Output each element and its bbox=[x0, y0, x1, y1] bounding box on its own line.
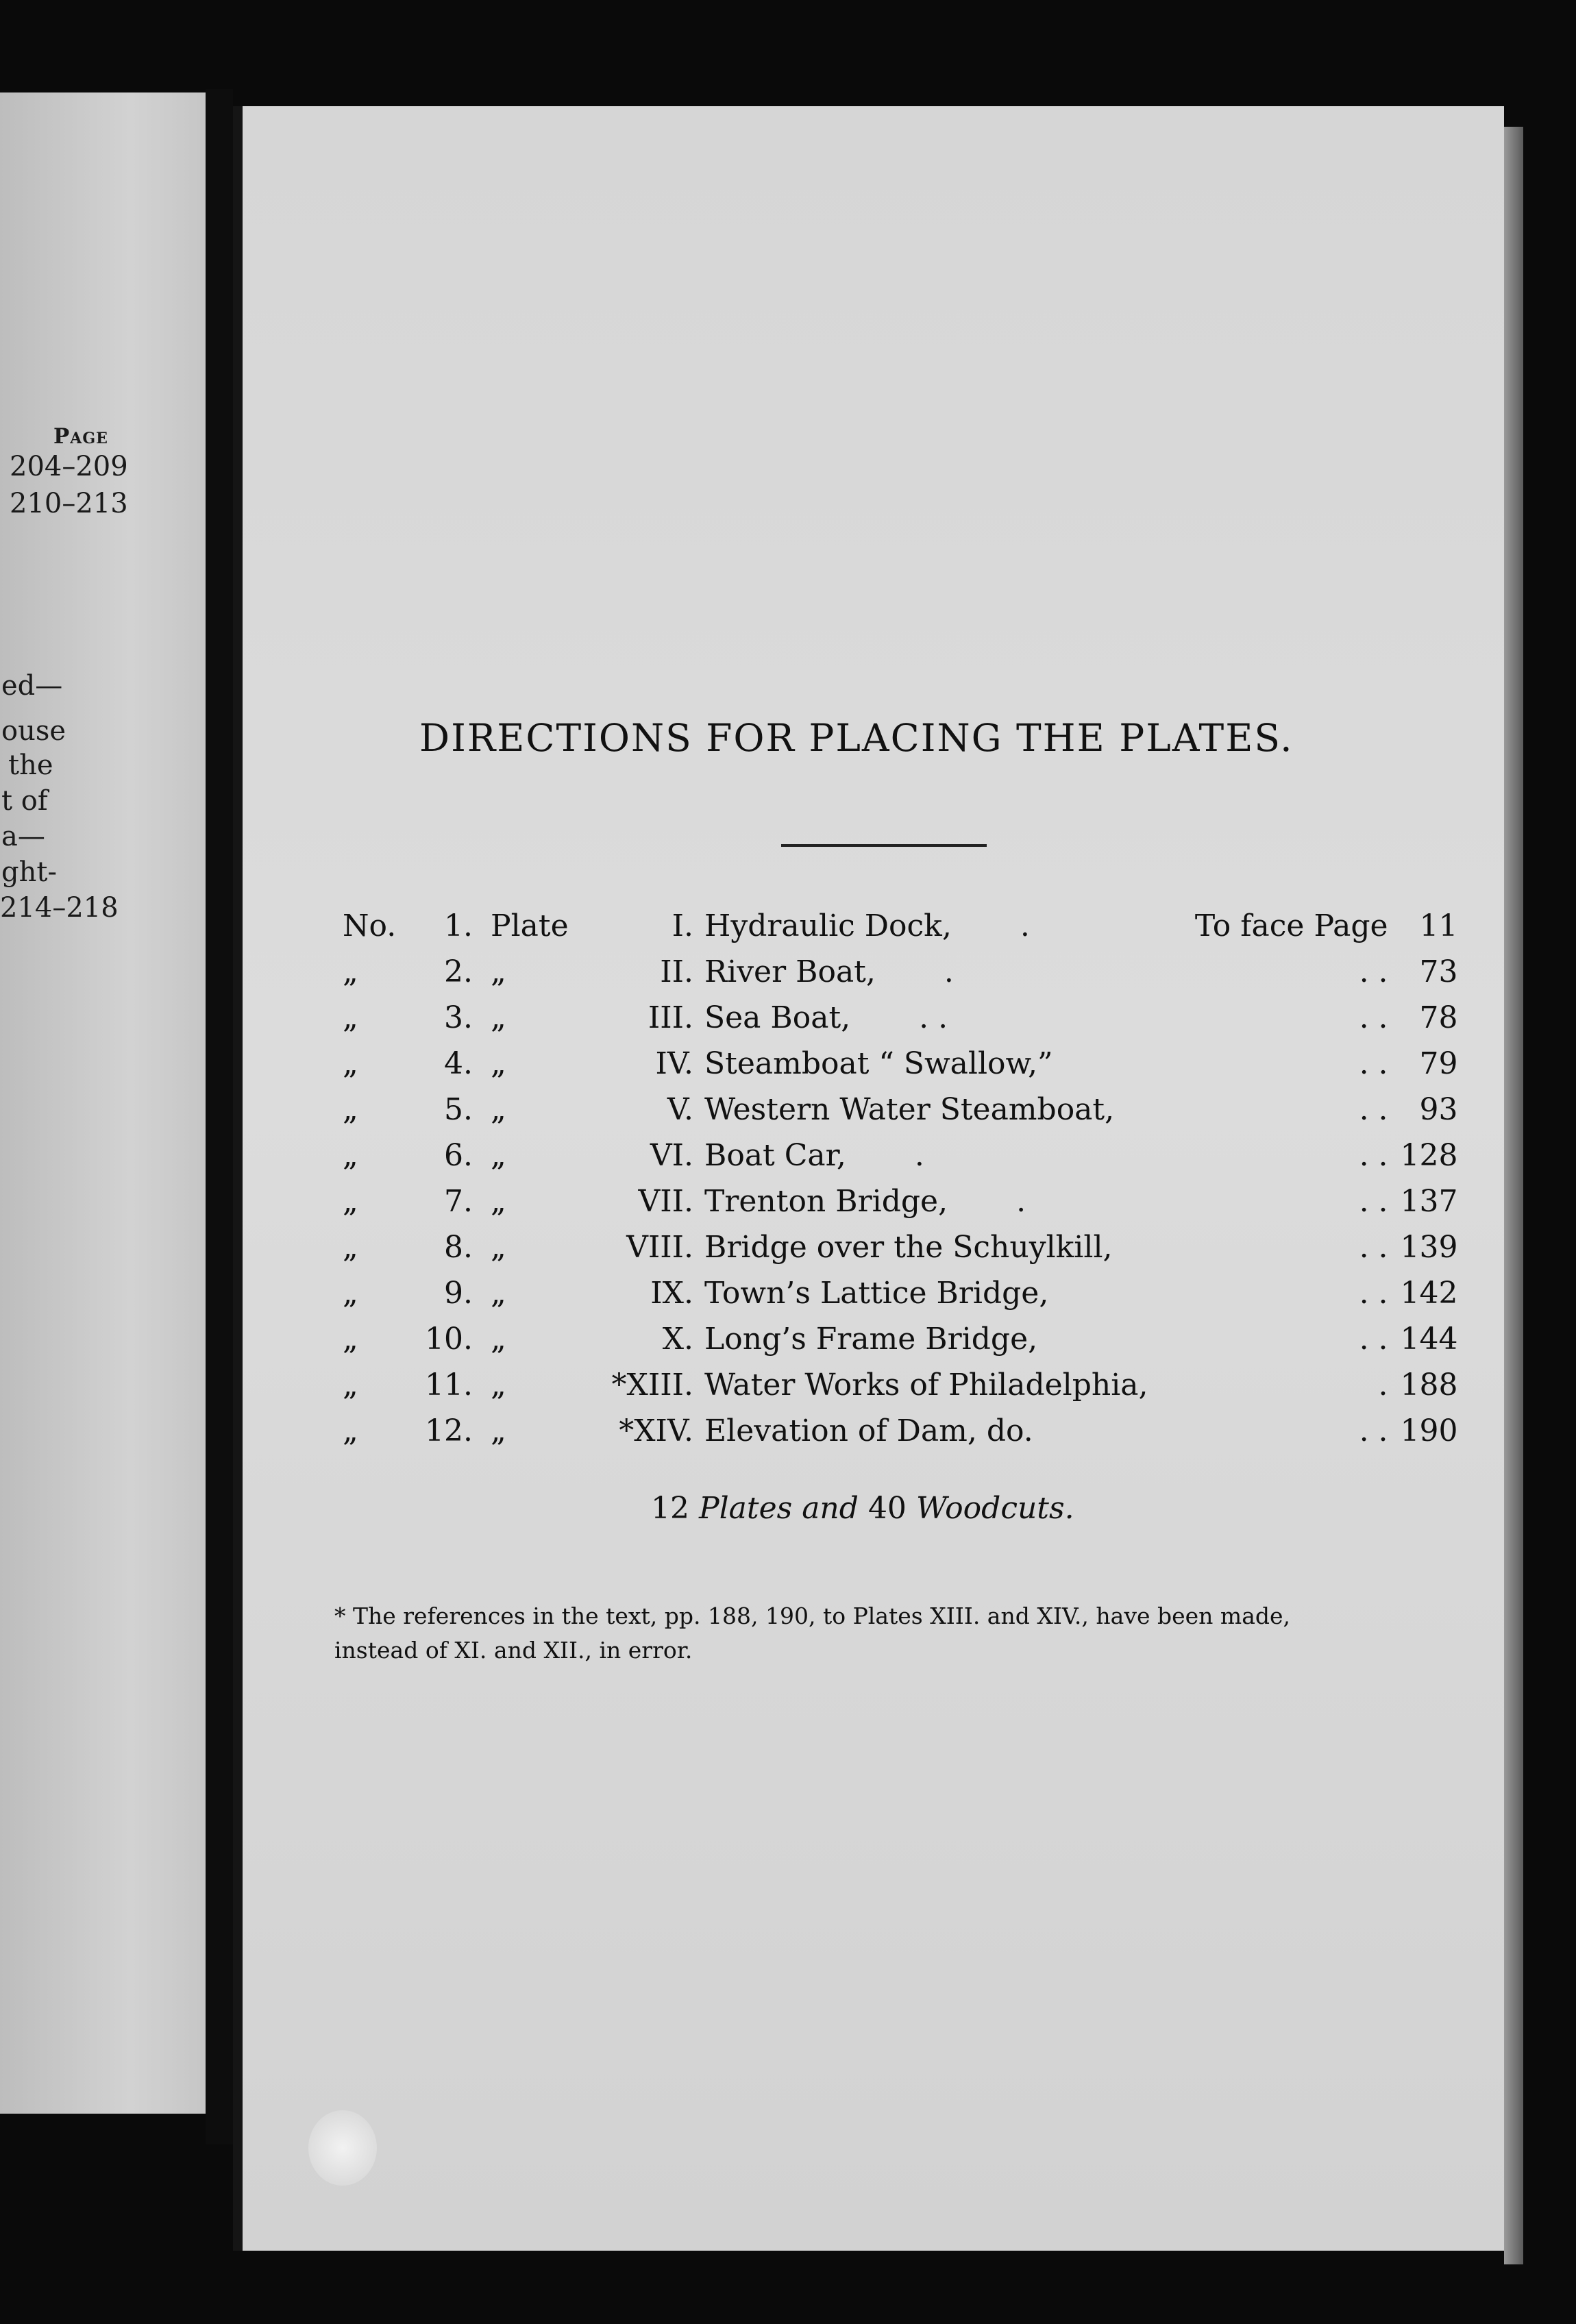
plate-page-number: 144 bbox=[1400, 1322, 1458, 1357]
plate-title bbox=[704, 995, 1148, 1041]
plate-no-label: „ bbox=[343, 954, 358, 989]
plate-title bbox=[704, 1270, 1148, 1316]
plate-no-label: „ bbox=[343, 1092, 358, 1127]
left-page-range-2: 210–213 bbox=[10, 488, 128, 519]
plate-number: 1. bbox=[444, 908, 473, 943]
plate-face-label: . . bbox=[1359, 1230, 1388, 1265]
plates-count: 12 bbox=[651, 1491, 689, 1526]
woodcuts-word: Woodcuts. bbox=[915, 1491, 1074, 1526]
leader-dots: . bbox=[1016, 1184, 1026, 1219]
plate-label: „ bbox=[491, 1413, 506, 1448]
plate-roman-numeral: *XIII. bbox=[611, 1368, 693, 1402]
plate-roman-numeral: V. bbox=[667, 1092, 693, 1127]
woodcuts-count: 40 bbox=[867, 1491, 907, 1526]
plate-number: 2. bbox=[444, 954, 473, 989]
plate-face-label: . bbox=[1378, 1368, 1388, 1402]
plate-no-label: „ bbox=[343, 1276, 358, 1311]
plate-face-label: . . bbox=[1359, 1276, 1388, 1311]
plate-number: 10. bbox=[425, 1322, 473, 1357]
left-page-fragment: ed— bbox=[1, 670, 63, 702]
plates-table bbox=[343, 903, 1458, 1454]
left-page-fragment: the bbox=[8, 750, 53, 781]
plate-number: 4. bbox=[444, 1046, 473, 1081]
title-rule bbox=[781, 844, 987, 847]
plate-page-number: 78 bbox=[1419, 1000, 1458, 1035]
table-row bbox=[343, 903, 1458, 949]
table-row bbox=[343, 1133, 1458, 1178]
left-page-label: Page bbox=[53, 424, 108, 449]
table-row bbox=[343, 1087, 1458, 1133]
plate-page-number: 93 bbox=[1419, 1092, 1458, 1127]
plate-face-label: . . bbox=[1359, 1046, 1388, 1081]
plate-title-text: Sea Boat, bbox=[704, 1000, 851, 1035]
plate-title-text: Trenton Bridge, bbox=[704, 1184, 948, 1219]
plate-label: Plate bbox=[491, 908, 569, 943]
plate-label: „ bbox=[491, 1230, 506, 1265]
plate-roman-numeral: X. bbox=[662, 1322, 693, 1357]
plate-page-number: 128 bbox=[1400, 1138, 1458, 1173]
plate-roman-numeral: VIII. bbox=[626, 1230, 693, 1265]
plate-number: 7. bbox=[444, 1184, 473, 1219]
leader-dots: . . bbox=[919, 1000, 948, 1035]
table-row bbox=[343, 1362, 1458, 1408]
plate-label: „ bbox=[491, 1138, 506, 1173]
plate-no-label: „ bbox=[343, 1368, 358, 1402]
plate-number: 6. bbox=[444, 1138, 473, 1173]
table-row bbox=[343, 1316, 1458, 1362]
plate-number: 11. bbox=[425, 1368, 473, 1402]
plate-label: „ bbox=[491, 954, 506, 989]
plate-title bbox=[704, 1316, 1148, 1362]
table-row bbox=[343, 1224, 1458, 1270]
left-page-fragment: ouse bbox=[1, 715, 66, 747]
plate-title bbox=[704, 949, 1148, 995]
plate-title-text: Steamboat “ Swallow,” bbox=[704, 1046, 1053, 1081]
previous-page bbox=[0, 92, 218, 2114]
thumb-smudge bbox=[308, 2110, 377, 2186]
plate-title-text: River Boat, bbox=[704, 954, 876, 989]
plate-no-label: „ bbox=[343, 1138, 358, 1173]
plates-summary bbox=[651, 1491, 1074, 1526]
plate-title bbox=[704, 1178, 1148, 1224]
plate-roman-numeral: *XIV. bbox=[619, 1413, 693, 1448]
left-page-fragment: t of bbox=[1, 785, 48, 817]
plates-word: Plates and bbox=[699, 1491, 859, 1526]
leader-dots: . bbox=[1020, 908, 1030, 943]
plate-no-label: „ bbox=[343, 1413, 358, 1448]
plate-label: „ bbox=[491, 1046, 506, 1081]
plate-page-number: 79 bbox=[1419, 1046, 1458, 1081]
plate-number: 12. bbox=[425, 1413, 473, 1448]
plate-face-label: . . bbox=[1359, 954, 1388, 989]
plate-page-number: 190 bbox=[1400, 1413, 1458, 1448]
plate-no-label: „ bbox=[343, 1230, 358, 1265]
plate-face-label: . . bbox=[1359, 1413, 1388, 1448]
plate-label: „ bbox=[491, 1000, 506, 1035]
table-row bbox=[343, 1408, 1458, 1454]
plate-page-number: 11 bbox=[1419, 908, 1458, 943]
left-page-fragment: ght- bbox=[1, 856, 57, 888]
plate-no-label: „ bbox=[343, 1184, 358, 1219]
plate-roman-numeral: II. bbox=[660, 954, 693, 989]
plate-page-number: 137 bbox=[1400, 1184, 1458, 1219]
plate-roman-numeral: I. bbox=[672, 908, 693, 943]
plate-number: 9. bbox=[444, 1276, 473, 1311]
plates-table-body bbox=[343, 903, 1458, 1454]
table-row bbox=[343, 949, 1458, 995]
plate-no-label: „ bbox=[343, 1000, 358, 1035]
plate-page-number: 188 bbox=[1400, 1368, 1458, 1402]
plate-title-text: Town’s Lattice Bridge, bbox=[704, 1276, 1049, 1311]
plate-title-text: Bridge over the Schuylkill, bbox=[704, 1230, 1113, 1265]
plate-title bbox=[704, 1087, 1148, 1133]
plate-title bbox=[704, 1408, 1148, 1454]
left-page-fragment: 214–218 bbox=[0, 892, 119, 924]
plate-label: „ bbox=[491, 1276, 506, 1311]
plate-number: 8. bbox=[444, 1230, 473, 1265]
table-row bbox=[343, 1270, 1458, 1316]
plate-page-number: 142 bbox=[1400, 1276, 1458, 1311]
plate-title-text: Hydraulic Dock, bbox=[704, 908, 952, 943]
plate-number: 3. bbox=[444, 1000, 473, 1035]
plate-roman-numeral: III. bbox=[648, 1000, 693, 1035]
plate-page-number: 139 bbox=[1400, 1230, 1458, 1265]
table-row bbox=[343, 1178, 1458, 1224]
plate-title-text: Western Water Steamboat, bbox=[704, 1092, 1115, 1127]
plate-face-label: . . bbox=[1359, 1000, 1388, 1035]
plate-label: „ bbox=[491, 1368, 506, 1402]
plate-title bbox=[704, 903, 1148, 949]
plate-face-label: . . bbox=[1359, 1322, 1388, 1357]
plate-page-number: 73 bbox=[1419, 954, 1458, 989]
plate-title-text: Elevation of Dam, do. bbox=[704, 1413, 1033, 1448]
plate-no-label: „ bbox=[343, 1046, 358, 1081]
plate-label: „ bbox=[491, 1184, 506, 1219]
plate-number: 5. bbox=[444, 1092, 473, 1127]
plate-title bbox=[704, 1224, 1148, 1270]
table-row bbox=[343, 995, 1458, 1041]
plate-label: „ bbox=[491, 1322, 506, 1357]
plate-title bbox=[704, 1362, 1148, 1408]
page-edge bbox=[1504, 127, 1523, 2264]
left-page-fragment: a— bbox=[1, 821, 45, 852]
leader-dots: . bbox=[914, 1138, 924, 1173]
plate-face-label: . . bbox=[1359, 1184, 1388, 1219]
plate-roman-numeral: VII. bbox=[638, 1184, 693, 1219]
plate-roman-numeral: IV. bbox=[655, 1046, 693, 1081]
plate-title-text: Boat Car, bbox=[704, 1138, 846, 1173]
page-title: DIRECTIONS FOR PLACING THE PLATES. bbox=[419, 716, 1294, 760]
plate-label: „ bbox=[491, 1092, 506, 1127]
plate-title bbox=[704, 1041, 1148, 1087]
footnote: * The references in the text, pp. 188, 190, to Plates XIII. and XIV., have been made, instead of XI. and XII., in error. bbox=[334, 1603, 1291, 1664]
plate-roman-numeral: IX. bbox=[650, 1276, 693, 1311]
plate-face-label: . . bbox=[1359, 1092, 1388, 1127]
left-page-range-1: 204–209 bbox=[10, 451, 128, 482]
plate-title-text: Long’s Frame Bridge, bbox=[704, 1322, 1038, 1357]
plate-roman-numeral: VI. bbox=[650, 1138, 693, 1173]
plate-title-text: Water Works of Philadelphia, bbox=[704, 1368, 1148, 1402]
book-gutter bbox=[206, 89, 233, 2144]
plate-face-label: . . bbox=[1359, 1138, 1388, 1173]
table-row bbox=[343, 1041, 1458, 1087]
plate-title bbox=[704, 1133, 1148, 1178]
plate-no-label: „ bbox=[343, 1322, 358, 1357]
plate-no-label: No. bbox=[343, 908, 397, 943]
leader-dots: . bbox=[944, 954, 954, 989]
plate-face-label: To face Page bbox=[1194, 908, 1388, 943]
